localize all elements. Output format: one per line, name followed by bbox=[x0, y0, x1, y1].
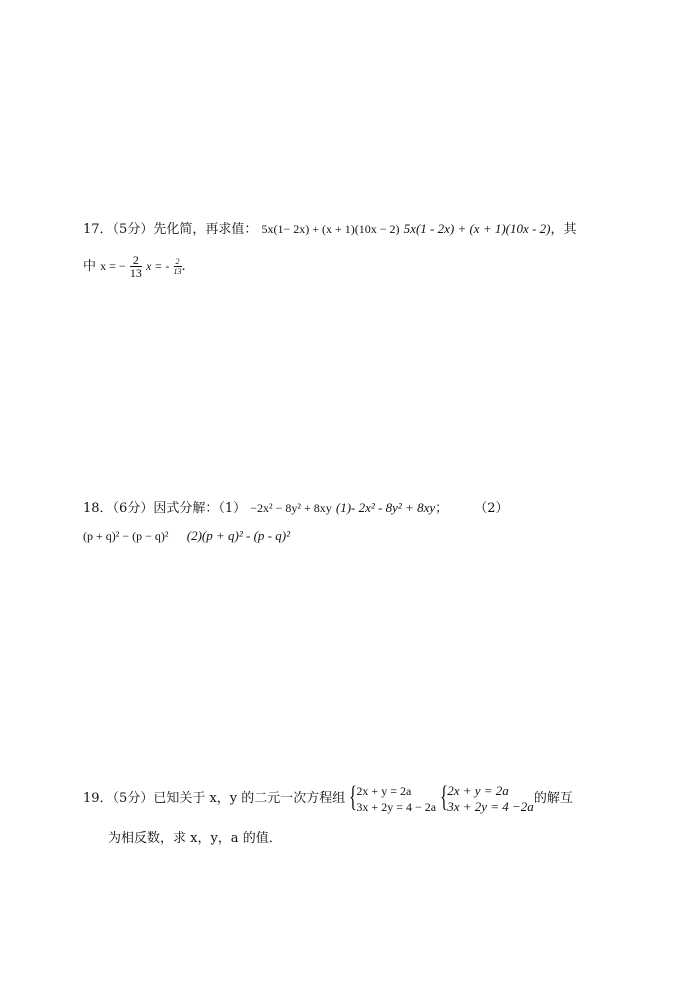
q19-equation-2: 3x + 2y = 4 − 2a bbox=[356, 799, 437, 814]
q18-part2-expression: (p + q)² − (p − q)² bbox=[83, 529, 169, 543]
q19-points: （5分） bbox=[112, 791, 154, 806]
q19-equation-system-alt bbox=[440, 779, 534, 815]
q18-part2-expression-alt: (2)(p + q)² - (p - q)² bbox=[186, 528, 290, 543]
q17-number: 17． bbox=[83, 222, 113, 237]
q17-points: （5分） bbox=[112, 222, 154, 237]
q17-prompt: 先化简，再求值： bbox=[153, 222, 258, 237]
q17-expression-alt: 5x(1 - 2x) + (x + 1)(10x - 2) bbox=[403, 221, 551, 236]
q19-equation-1: 2x + y = 2a bbox=[356, 783, 412, 798]
q18-part2-label: （2） bbox=[474, 501, 509, 516]
q18-number: 18． bbox=[83, 501, 113, 516]
q19-number: 19． bbox=[83, 791, 113, 806]
q19-prompt: 已知关于 x，y 的二元一次方程组 bbox=[153, 791, 346, 806]
q17-line-1 bbox=[83, 220, 576, 239]
q17-value-lhs: x = − bbox=[100, 259, 126, 273]
q19-brace-alt: { bbox=[440, 779, 449, 813]
q17-expression: 5x(1− 2x) + (x + 1)(10x − 2) bbox=[261, 222, 400, 236]
q17-end: . bbox=[181, 259, 186, 274]
q17-value-denominator: 13 bbox=[129, 266, 142, 280]
q19-equation-system bbox=[349, 779, 437, 815]
q18-part1-expression-alt: (1)- 2x² - 8y² + 8xy bbox=[335, 500, 436, 515]
q18-part1-expression: −2x² − 8y² + 8xy bbox=[250, 501, 332, 515]
q18-points: （6分） bbox=[112, 501, 154, 516]
q19-line2-text: 为相反数，求 x，y，a 的值． bbox=[108, 831, 282, 846]
q18-separator: ； bbox=[435, 501, 449, 516]
q19-line-2 bbox=[108, 830, 282, 848]
q17-value2-fraction bbox=[174, 257, 182, 276]
q19-tail: 的解互 bbox=[533, 791, 573, 806]
q17-line-2 bbox=[83, 254, 186, 279]
q17-value2-numerator: 2 bbox=[175, 257, 180, 266]
q19-line-1 bbox=[83, 779, 573, 816]
q19-equation-alt-2: 3x + 2y = 4 −2a bbox=[447, 798, 534, 814]
q17-line2-start: 中 bbox=[83, 259, 97, 274]
q17-value2-denominator: 13 bbox=[173, 267, 182, 276]
q17-value-numerator: 2 bbox=[130, 254, 142, 267]
q17-tail: ，其 bbox=[550, 222, 577, 237]
q19-equation-alt-1: 2x + y = 2a bbox=[447, 782, 509, 798]
q18-line-1 bbox=[83, 499, 509, 518]
q17-value-fraction bbox=[130, 254, 142, 279]
q18-prompt: 因式分解：（1） bbox=[153, 501, 247, 516]
q17-value2-lhs: x = - bbox=[145, 259, 170, 273]
q19-brace: { bbox=[349, 779, 358, 813]
q18-line-2 bbox=[83, 527, 290, 546]
